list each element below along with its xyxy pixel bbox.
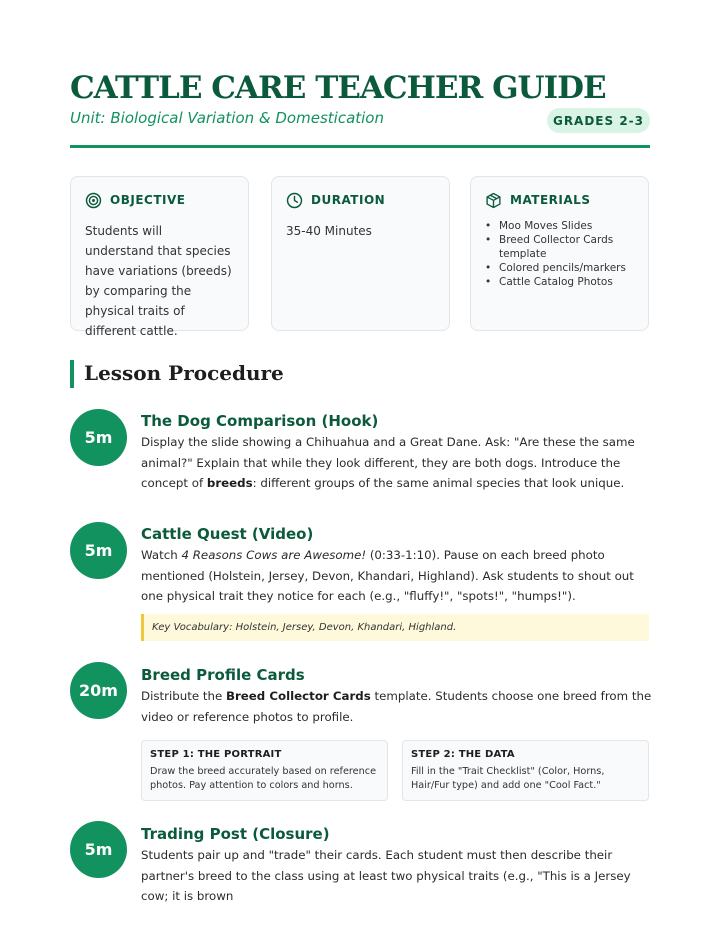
- materials-card: [470, 176, 649, 331]
- objective-text: Students will understand that species have variations (breeds) by comparing the physical traits of different cattle.: [85, 224, 232, 338]
- substep-title: STEP 2: THE DATA: [411, 749, 515, 760]
- substep-text: Draw the breed accurately based on reference photos. Pay attention to colors and horns.: [150, 766, 377, 791]
- materials-list: [485, 219, 634, 289]
- grade-badge: GRADES 2-3: [547, 108, 650, 133]
- duration-title: DURATION: [311, 193, 386, 207]
- page-title: CATTLE CARE TEACHER GUIDE: [70, 70, 606, 106]
- step-body: Distribute the Breed Collector Cards template. Students choose one breed from the video or reference photos to profile.: [141, 689, 652, 724]
- materials-item: • Cattle Catalog Photos: [485, 275, 634, 289]
- box-icon: [485, 192, 502, 209]
- step-title: Cattle Quest (Video): [141, 525, 314, 543]
- duration-text: 35-40 Minutes: [286, 224, 372, 238]
- section-title: Lesson Procedure: [84, 361, 284, 385]
- step-title: Trading Post (Closure): [141, 825, 330, 843]
- objective-card: [70, 176, 249, 338]
- substep-text: Fill in the "Trait Checklist" (Color, Horns, Hair/Fur type) and add one "Cool Fact.": [411, 766, 605, 791]
- step-body: Students pair up and "trade" their cards. Each student must then describe their partner's breed to the class using at least two physical traits (e.g., "This is a Jersey cow; it is brown: [141, 848, 631, 903]
- header-divider: [70, 145, 650, 148]
- substep-title: STEP 1: THE PORTRAIT: [150, 749, 282, 760]
- step-time-badge: 20m: [70, 662, 127, 719]
- materials-title: MATERIALS: [510, 193, 591, 207]
- key-vocabulary-callout: Key Vocabulary: Holstein, Jersey, Devon, Khandari, Highland.: [141, 614, 649, 641]
- step-title: Breed Profile Cards: [141, 666, 305, 684]
- step-time-badge: 5m: [70, 821, 127, 878]
- unit-subtitle: Unit: Biological Variation & Domestication: [70, 109, 384, 127]
- objective-title: OBJECTIVE: [110, 193, 186, 207]
- materials-item: • Moo Moves Slides: [485, 219, 634, 233]
- duration-card: [271, 176, 450, 331]
- materials-item: • Breed Collector Cards template: [485, 233, 634, 261]
- section-accent-bar: [70, 360, 74, 388]
- step-body: Watch 4 Reasons Cows are Awesome! (0:33-1:10). Pause on each breed photo mentioned (Holstein, Jersey, Devon, Khandari, Highland). Ask students to shout out one physical trait they notice for each (e.g., "fluffy!", "spots!", "humps!").: [141, 548, 634, 603]
- step-time-badge: 5m: [70, 409, 127, 466]
- substep-card: [141, 740, 388, 801]
- target-icon: [85, 192, 102, 209]
- step-time-badge: 5m: [70, 522, 127, 579]
- materials-item: • Colored pencils/markers: [485, 261, 634, 275]
- step-title: The Dog Comparison (Hook): [141, 412, 379, 430]
- step-body: Display the slide showing a Chihuahua and a Great Dane. Ask: "Are these the same animal?" Explain that while they look different, they are both dogs. Introduce the concept of breeds: different groups of the same animal species that look unique.: [141, 435, 635, 490]
- clock-icon: [286, 192, 303, 209]
- substep-card: [402, 740, 649, 801]
